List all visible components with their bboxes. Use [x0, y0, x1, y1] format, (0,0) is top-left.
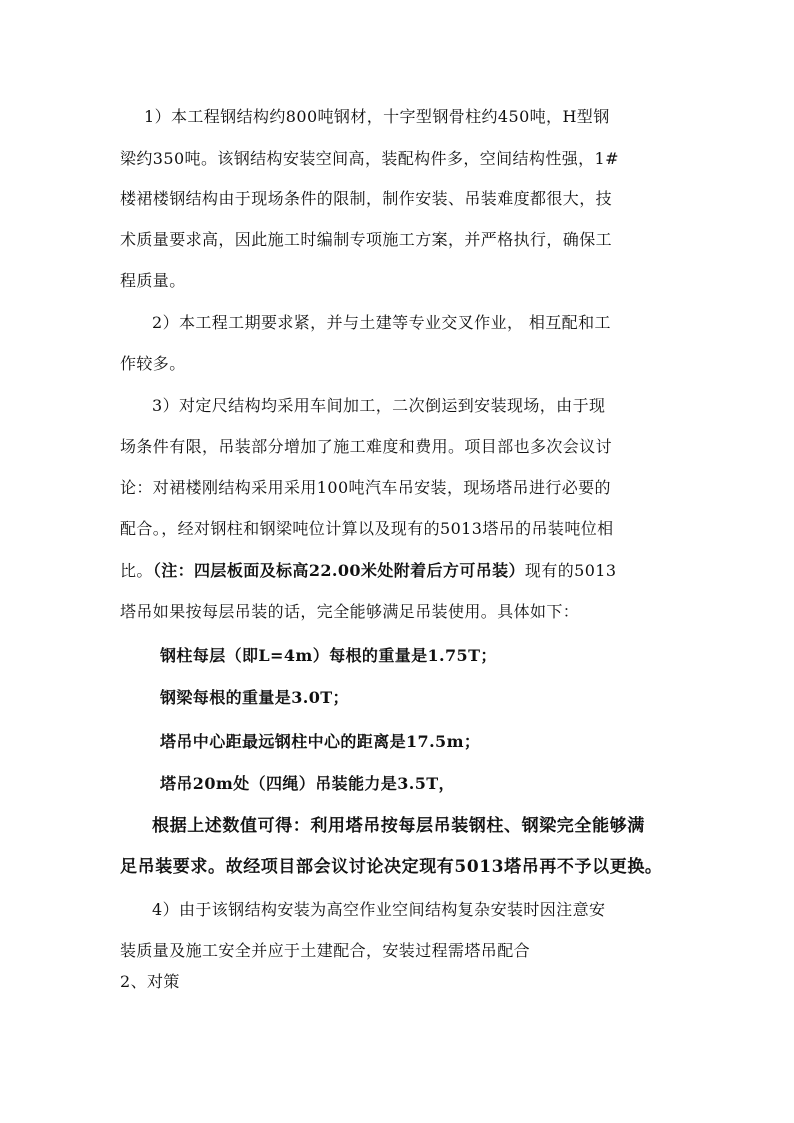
paragraph-3-line-2: 场条件有限，吊装部分增加了施工难度和费用。项目部也多次会议讨 — [120, 437, 613, 456]
paragraph-4-line-2: 装质量及施工安全并应于土建配合，安装过程需塔吊配合 — [120, 941, 531, 960]
spec-crane-capacity: 塔吊20m处（四绳）吊装能力是3.5T， — [160, 774, 455, 793]
spec-column-weight: 钢柱每层（即L=4m）每根的重量是1.75T； — [160, 646, 497, 665]
paragraph-1-line-3: 楼裙楼钢结构由于现场条件的限制，制作安装、吊装难度都很大，技 — [120, 189, 613, 208]
conclusion-line-2: 足吊装要求。故经项目部会议讨论决定现有5013塔吊再不予以更换。 — [120, 857, 663, 877]
paragraph-2-line-1: 2）本工程工期要求紧，并与土建等专业交叉作业， 相互配和工 — [152, 313, 611, 332]
note-bold-text: （注：四层板面及标高22.00米处附着后方可吊装） — [152, 561, 525, 580]
paragraph-1-line-2: 梁约350吨。该钢结构安装空间高，装配构件多，空间结构性强，1# — [120, 149, 619, 168]
paragraph-2-line-2: 作较多。 — [120, 354, 186, 373]
paragraph-1-line-4: 术质量要求高，因此施工时编制专项施工方案，并严格执行，确保工 — [120, 230, 613, 249]
spec-crane-distance: 塔吊中心距最远钢柱中心的距离是17.5m； — [160, 732, 481, 751]
paragraph-3-line-5-prefix: 比。 — [120, 561, 153, 580]
paragraph-3-line-3: 论：对裙楼刚结构采用采用100吨汽车吊安装，现场塔吊进行必要的 — [120, 478, 611, 497]
paragraph-3-line-5-suffix: 现有的5013 — [524, 561, 617, 580]
conclusion-line-1: 根据上述数值可得：利用塔吊按每层吊装钢柱、钢梁完全能够满 — [152, 816, 645, 836]
paragraph-3-line-5 — [120, 561, 616, 581]
paragraph-3-line-1: 3）对定尺结构均采用车间加工，二次倒运到安装现场，由于现 — [152, 396, 606, 415]
paragraph-3-line-4: 配合。，经对钢柱和钢梁吨位计算以及现有的5013塔吊的吊装吨位相 — [120, 519, 614, 538]
paragraph-3-line-6: 塔吊如果按每层吊装的话，完全能够满足吊装使用。具体如下： — [120, 602, 580, 621]
paragraph-4-line-1: 4）由于该钢结构安装为高空作业空间结构复杂安装时因注意安 — [152, 900, 606, 919]
paragraph-1-line-1: 1）本工程钢结构约800吨钢材，十字型钢骨柱约450吨，H型钢 — [144, 107, 610, 126]
section-heading-countermeasures: 2、对策 — [120, 972, 180, 991]
spec-beam-weight: 钢梁每根的重量是3.0T； — [160, 688, 349, 707]
paragraph-1-line-5: 程质量。 — [120, 271, 186, 290]
